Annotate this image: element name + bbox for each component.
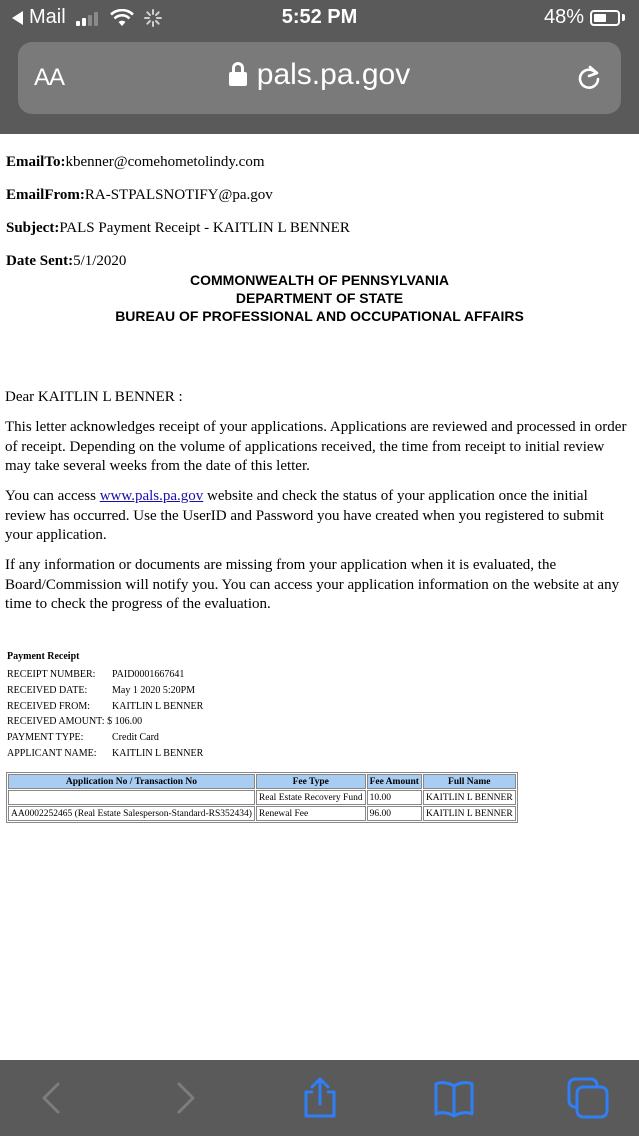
para2-prefix: You can access [5, 488, 100, 504]
table-cell: KAITLIN L BENNER [423, 790, 516, 805]
letter-paragraph-1: This letter acknowledges receipt of your applications. Applications are reviewed and processed in order of receipt. Depending on the volume of applications received, the time from receipt to initial review may take several weeks from the date of this letter. [5, 419, 627, 474]
receipt-value: Credit Card [112, 732, 159, 743]
browser-top-bar [0, 0, 639, 134]
pals-website-link[interactable]: www.pals.pa.gov [99, 488, 204, 504]
receipt-label: RECEIVED AMOUNT: [7, 716, 105, 727]
receipt-label: RECEIVED DATE: [7, 685, 88, 696]
para2-suffix: website and check the status of your application once the initial review has occurred. Use the UserID and Password you have created when you registered to submit your application. [5, 488, 604, 543]
table-row [8, 790, 516, 805]
column-header: Full Name [423, 774, 516, 789]
email-from-label: EmailFrom: [6, 187, 85, 203]
share-icon[interactable] [298, 1076, 342, 1120]
url-text: pals.pa.gov [256, 58, 411, 91]
table-row [8, 806, 516, 821]
letterhead-line-2: DEPARTMENT OF STATE [235, 290, 404, 306]
email-date-label: Date Sent: [6, 253, 74, 269]
email-to-line [6, 154, 265, 171]
letter-greeting: Dear KAITLIN L BENNER : [5, 389, 183, 405]
receipt-row [7, 701, 203, 712]
letterhead-line-3: BUREAU OF PROFESSIONAL AND OCCUPATIONAL AFFAIRS [115, 308, 524, 324]
email-subject-label: Subject: [6, 220, 60, 236]
receipt-label: APPLICANT NAME: [7, 748, 97, 759]
receipt-row [7, 732, 159, 743]
status-bar [0, 0, 639, 38]
letter-paragraph-3: If any information or documents are missing from your application when it is evaluated, the Board/Commission will notify you. You can access your application information on the website at any time to check the progress of the evaluation. [5, 557, 620, 612]
receipt-row [7, 685, 195, 696]
receipt-label: RECEIPT NUMBER: [7, 669, 96, 680]
letterhead-line-1: COMMONWEALTH OF PENNSYLVANIA [190, 272, 449, 288]
table-cell: AA0002252465 (Real Estate Salesperson-Standard-RS352434) [8, 806, 255, 821]
battery-icon [590, 10, 620, 26]
web-content [0, 134, 639, 1060]
table-cell: Real Estate Recovery Fund [256, 790, 366, 805]
tabs-icon[interactable] [566, 1076, 610, 1120]
text-size-button[interactable]: AA [34, 64, 65, 91]
receipt-value: KAITLIN L BENNER [112, 701, 204, 712]
status-time: 5:52 PM [281, 6, 358, 28]
book-icon[interactable] [432, 1076, 476, 1120]
email-subject-line [6, 220, 350, 237]
browser-bottom-toolbar [0, 1060, 639, 1136]
table-cell: KAITLIN L BENNER [423, 806, 516, 821]
email-to-label: EmailTo: [6, 154, 66, 170]
receipt-row [7, 716, 142, 727]
email-subject-value: PALS Payment Receipt - KAITLIN L BENNER [59, 220, 350, 236]
receipt-value: KAITLIN L BENNER [112, 748, 204, 759]
receipt-label: RECEIVED FROM: [7, 701, 91, 712]
table-cell [8, 790, 255, 805]
table-cell: 10.00 [367, 790, 422, 805]
back-app-label: Mail [29, 6, 66, 28]
receipt-row [7, 669, 184, 680]
table-cell: Renewal Fee [256, 806, 366, 821]
transactions-table [6, 772, 518, 823]
email-from-line [6, 187, 273, 204]
reload-icon[interactable] [575, 64, 603, 92]
payment-receipt-title: Payment Receipt [7, 651, 80, 662]
receipt-value: May 1 2020 5:20PM [112, 685, 196, 696]
url-field[interactable] [18, 58, 621, 92]
email-from-value: RA-STPALSNOTIFY@pa.gov [84, 187, 273, 203]
column-header: Application No / Transaction No [8, 774, 255, 789]
email-date-value: 5/1/2020 [73, 253, 127, 269]
receipt-label: PAYMENT TYPE: [7, 732, 84, 743]
receipt-value: PAID0001667641 [112, 669, 185, 680]
letter-paragraph-2 [5, 487, 630, 546]
table-header-row [8, 774, 516, 789]
battery-indicator [544, 6, 625, 29]
column-header: Fee Type [256, 774, 366, 789]
column-header: Fee Amount [367, 774, 422, 789]
email-date-line [6, 253, 126, 270]
address-bar[interactable] [18, 42, 621, 114]
battery-percent: 48% [543, 6, 584, 28]
letterhead [0, 271, 639, 325]
chevron-right-icon[interactable] [163, 1076, 207, 1120]
email-to-value: kbenner@comehometolindy.com [65, 154, 265, 170]
receipt-row [7, 748, 203, 759]
lock-icon [229, 62, 247, 86]
receipt-value: $ 106.00 [107, 716, 143, 727]
chevron-left-icon[interactable] [30, 1076, 74, 1120]
table-cell: 96.00 [367, 806, 422, 821]
